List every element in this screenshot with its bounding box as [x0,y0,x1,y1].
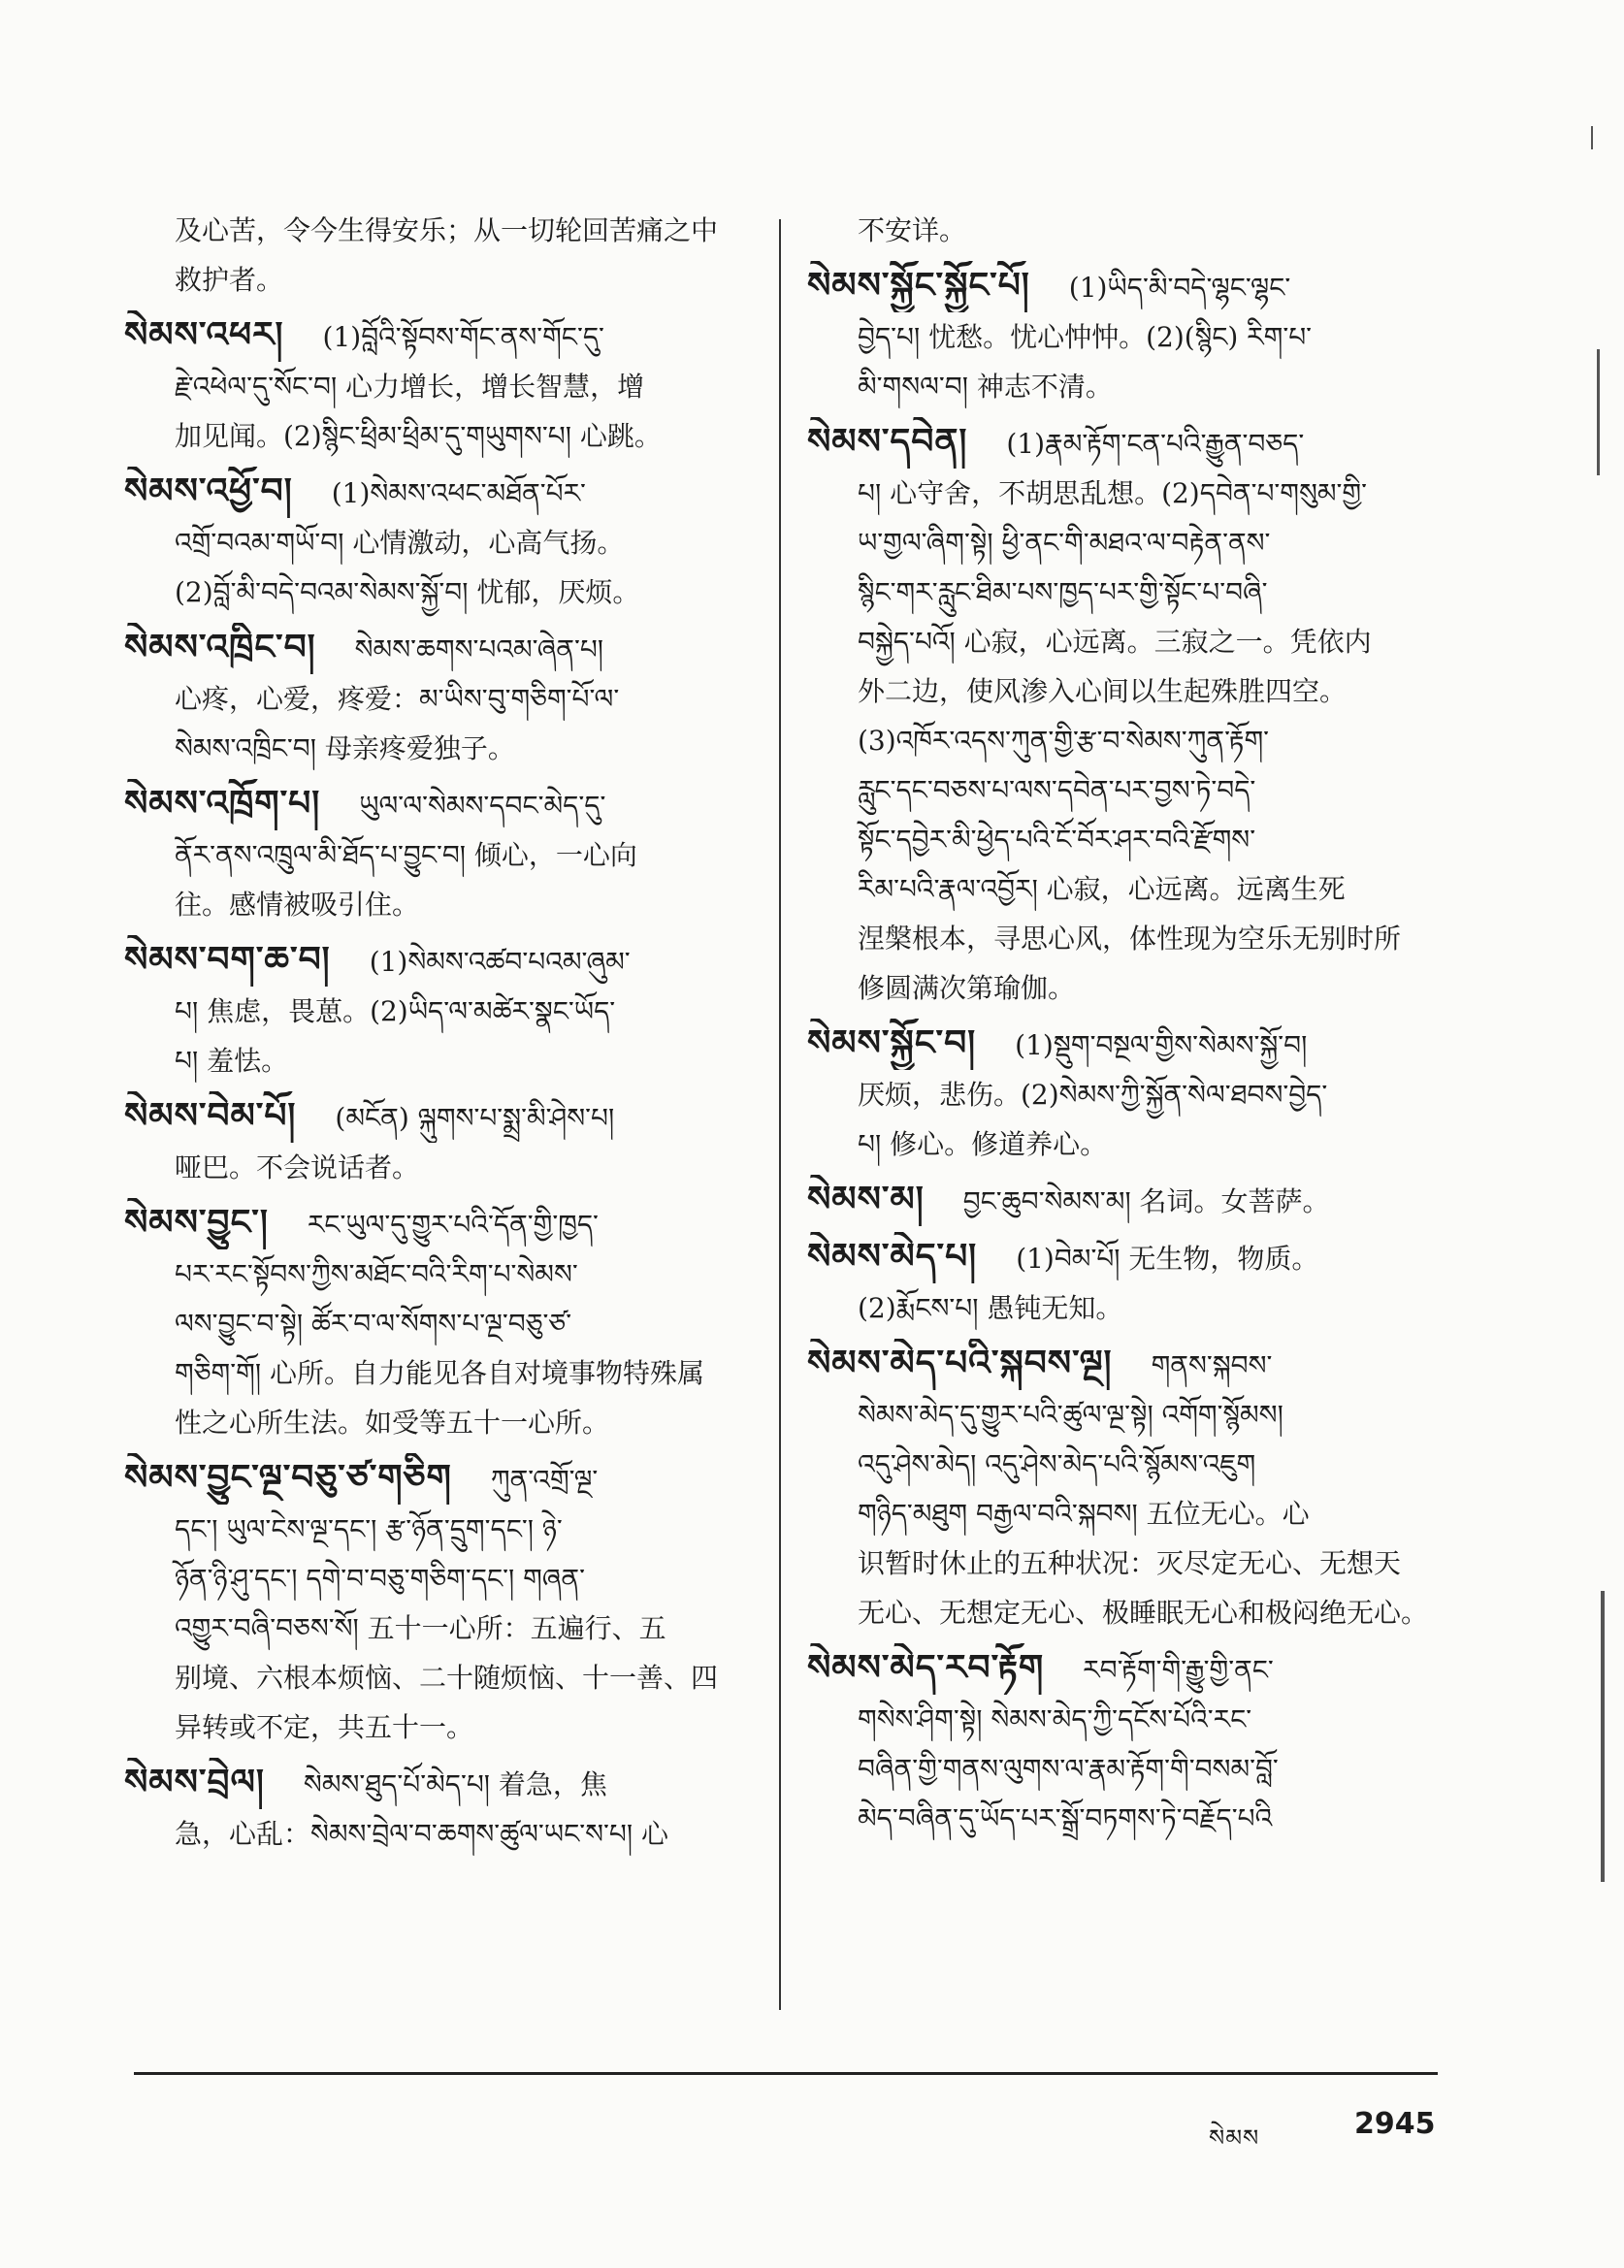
dictionary-entry [807,417,1428,1013]
entry-line [124,467,755,518]
definition-text: (1)བེམ་པོ། 无生物，物质。 [1016,1243,1319,1275]
entry-line [807,1283,1428,1333]
entry-line [124,1143,755,1192]
entry-line [807,261,1428,312]
dictionary-entry [124,1758,755,1859]
entry-line [124,1809,755,1859]
dictionary-entry [807,1339,1428,1637]
entry-line [124,310,755,362]
entry-line [124,779,755,830]
dictionary-entry [807,261,1428,411]
headword: སེམས་འཁྲོག་པ། [124,783,321,824]
definition-text: 修圆满次第瑜伽。 [858,972,1076,1004]
definition-text: འགྱུར་བཞི་བཅས་སོ། 五十一心所：五遍行、五 [175,1612,666,1644]
dictionary-entry [124,935,755,1085]
dictionary-entry [124,310,755,461]
entry-line [124,1702,755,1752]
definition-text: 不安详。 [858,214,967,246]
definition-text: (མངོན) ལྐུགས་པ་སྨྲ་མི་ཤེས་པ། [335,1102,615,1134]
definition-text: 外二边，使风渗入心间以生起殊胜四空。 [858,675,1348,707]
entry-line [807,1794,1428,1843]
definition-text: (1)ཡིད་མི་བདེ་ལྷང་ལྷང་ [1068,272,1291,304]
definition-text: 加见闻。(2)སྙིང་ཕྲིམ་ཕྲིམ་དུ་གཡུགས་པ། 心跳。 [175,420,662,452]
definition-text: རླུང་དང་བཅས་པ་ལས་དབེན་པར་བྱས་ཏེ་བདེ་ [858,774,1256,806]
entry-line [807,765,1428,815]
headword: སེམས་བག་ཆ་བ། [124,939,331,980]
definition-text: 异转或不定，共五十一。 [175,1711,474,1743]
definition-text: སེམས་ཐུད་པོ་མེད་པ། 着急，焦 [303,1768,607,1800]
definition-text: འདུ་ཤེས་མེད། འདུ་ཤེས་མེད་པའི་སྙོམས་འཇུག [858,1448,1256,1480]
entry-line [124,1604,755,1653]
entry-line [807,1643,1428,1695]
definition-text: རིམ་པའི་རྣལ་འབྱོར། 心寂，心远离。远离生死 [858,873,1346,905]
headword: སེམས་བྲེལ། [124,1762,265,1802]
entry-line [807,1119,1428,1169]
column-divider [779,219,781,2010]
definition-text: ཉོན་ཉི་ཤུ་དང་། དགེ་བ་བཅུ་གཅིག་དང་། གཞན་ [175,1563,585,1595]
dictionary-entry [124,779,755,929]
definition-text: རྗེ་འཕེལ་དུ་སོང་བ། 心力增长，增长智慧，增 [175,371,645,403]
definition-text: བཞིན་གྱི་གནས་ལུགས་ལ་རྣམ་རྟོག་གི་བསམ་བློ་ [858,1753,1279,1785]
dictionary-entry [124,1198,755,1447]
entry-line [807,1070,1428,1119]
definition-text: 哑巴。不会说话者。 [175,1151,420,1183]
entry-line [807,567,1428,617]
entry-line [124,1348,755,1398]
definition-text: སྟོང་དབྱེར་མི་ཕྱེད་པའི་ངོ་བོར་ཤར་བའི་རྫོགས་ [858,824,1256,856]
right-column [807,206,1428,1849]
entry-line [124,1198,755,1249]
entry-line [807,1339,1428,1390]
entry-line [124,1398,755,1447]
definition-text: 性之心所生法。如受等五十一心所。 [175,1407,610,1439]
headword: སེམས་སྐྱོང་བ། [807,1022,977,1063]
headword: སེམས་སྐྱོང་སྐྱོང་པོ། [807,265,1030,306]
entry-line [124,1299,755,1348]
definition-text: བྱེད་པ། 忧愁。忧心忡忡。(2)(སྙིང) རིག་པ་ [858,321,1313,353]
definition-text: 心疼，心爱，疼爱：མ་ཡིས་བུ་གཅིག་པོ་ལ་ [175,683,620,715]
entry-line [124,567,755,617]
entry-line [124,255,755,305]
definition-text: པ། 修心。修道养心。 [858,1128,1108,1160]
definition-text: རབ་རྟོག་གི་རྒྱུ་གྱི་ནང་ [1083,1654,1274,1686]
entry-line [124,623,755,674]
entry-line [807,1390,1428,1440]
definition-text: (1)རྣམ་རྟོག་ངན་པའི་རྒྱུན་བཅད་ [1006,428,1305,460]
definition-text: (1)སྡུག་བསྔལ་གྱིས་སེམས་སྐྱོ་བ། [1015,1029,1308,1061]
dictionary-entry [124,206,755,305]
entry-line [124,674,755,724]
definition-text: 别境、六根本烦恼、二十随烦恼、十一善、四 [175,1662,719,1694]
definition-text: 及心苦，令今生得安乐；从一切轮回苦痛之中 [175,214,719,246]
entry-line [807,617,1428,666]
definition-text: བྱང་ཆུབ་སེམས་མ། 名词。女菩萨。 [962,1185,1330,1217]
definition-text: ཡུལ་ལ་སེམས་དབང་མེད་དུ་ [359,790,606,822]
entry-line [124,362,755,411]
scan-edge-mark [1601,1591,1605,1882]
headword: སེམས་འཕྱོ་བ། [124,470,293,511]
entry-line [807,206,1428,255]
left-column [124,206,755,1864]
definition-text: ཀུན་འགྲོ་ལྔ་ [490,1464,599,1496]
dictionary-entry [124,1091,755,1192]
entry-line [807,914,1428,963]
page-number: 2945 [1354,2107,1436,2141]
entry-line [807,1588,1428,1637]
definition-text: (1)སེམས་འཕང་མཐོན་པོར་ [331,477,586,509]
definition-text: གཅིག་གོ། 心所。自力能见各自对境事物特殊属 [175,1357,704,1389]
definition-text: མེད་བཞིན་དུ་ཡོད་པར་སྒྲོ་བཏགས་ཏེ་བརྗོད་པའི [858,1802,1273,1834]
headword: སེམས་མ། [807,1179,925,1219]
definition-text: སེམས་འཁྲིང་བ། 母亲疼爱独子。 [175,732,515,764]
definition-text: རང་ཡུལ་དུ་གྱུར་པའི་དོན་གྱི་ཁྱད་ [307,1209,599,1241]
entry-line [807,518,1428,567]
dictionary-entry [807,1232,1428,1333]
entry-line [124,987,755,1036]
definition-text: ལས་བྱུང་བ་སྟེ། ཚོར་བ་ལ་སོགས་པ་ལྔ་བཅུ་ཙ་ [175,1308,572,1340]
entry-line [124,830,755,880]
entry-line [807,864,1428,914]
entry-line [124,1758,755,1809]
entry-line [124,1554,755,1604]
definition-text: གཉིད་མཐུག བརྒྱལ་བའི་སྐབས། 五位无心。心 [858,1498,1310,1530]
definition-text: 涅槃根本，寻思心风，体性现为空乐无别时所 [858,923,1402,955]
scan-edge-mark [1597,349,1600,475]
entry-line [124,1653,755,1702]
entry-line [124,880,755,929]
definition-text: 无心、无想定无心、极睡眠无心和极闷绝无心。 [858,1597,1428,1629]
definition-text: 厌烦，悲伤。(2)སེམས་ཀྱི་སྐྱོན་སེལ་ཐབས་བྱེད་ [858,1079,1328,1111]
entry-line [124,206,755,255]
definition-text: གནས་སྐབས་ [1151,1349,1273,1381]
definition-text: སྙིང་གར་རླུང་ཐིམ་པས་ཁྱད་པར་གྱི་སྟོང་པ་བཞི་ [858,576,1268,608]
definition-text: པ། 心守舍，不胡思乱想。(2)དབེན་པ་གསུམ་གྱི་ [858,477,1368,509]
dictionary-entry [807,1175,1428,1226]
entry-line [807,469,1428,518]
entry-line [807,815,1428,864]
definition-text: སེམས་ཆགས་པའམ་ཞེན་པ། [354,633,604,665]
entry-line [124,1505,755,1554]
definition-text: ནོར་ནས་འཁྲུལ་མི་ཐོད་པ་བྱུང་བ། 倾心，一心向 [175,839,637,871]
dictionary-entry [124,623,755,773]
headword: སེམས་འཕར། [124,314,284,355]
dictionary-entry [807,1643,1428,1843]
definition-text: དང་། ཡུལ་ངེས་ལྔ་དང་། རྩ་ཉོན་དྲུག་དང་། ཉེ་ [175,1513,563,1545]
running-head: སེམས [1209,2124,1260,2152]
entry-line [124,1091,755,1143]
entry-line [124,1249,755,1299]
entry-line [807,666,1428,716]
entry-line [807,417,1428,469]
entry-line [807,362,1428,411]
headword: སེམས་འཁྲིང་བ། [124,627,316,667]
definition-text: མི་གསལ་བ། 神志不清。 [858,371,1113,403]
dictionary-entry [807,1019,1428,1169]
definition-text: གསེས་ཤིག་སྟེ། སེམས་མེད་ཀྱི་དངོས་པོའི་རང་ [858,1703,1252,1735]
dictionary-entry [124,467,755,617]
entry-line [807,963,1428,1013]
definition-text: (3)འཁོར་འདས་ཀུན་གྱི་རྩ་བ་སེམས་ཀུན་རྟོག་ [858,725,1270,757]
entry-line [124,518,755,567]
headword: སེམས་བྱུང་། [124,1202,269,1243]
definition-text: (1)བློའི་སྟོབས་གོང་ནས་གོང་དུ་ [322,321,604,353]
entry-line [807,716,1428,765]
headword: སེམས་མེད་པའི་སྐབས་ལྔ། [807,1343,1113,1383]
footer-rule [134,2072,1438,2075]
entry-line [807,1539,1428,1588]
dictionary-entry [124,1453,755,1752]
entry-line [807,1232,1428,1283]
entry-line [124,411,755,461]
definition-text: ཡ་གྱལ་ཞིག་སྟེ། ཕྱི་ནང་གི་མཐའ་ལ་བརྟེན་ནས་ [858,527,1271,559]
definition-text: པར་རང་སྟོབས་ཀྱིས་མཐོང་བའི་རིག་པ་སེམས་ [175,1258,578,1290]
definition-text: (2)བློ་མི་བདེ་བའམ་སེམས་སྐྱོ་བ། 忧郁，厌烦。 [175,576,640,608]
entry-line [807,1744,1428,1794]
definition-text: (2)རྨོངས་པ། 愚钝无知。 [858,1292,1123,1324]
definition-text: 识暂时休止的五种状况：灭尽定无心、无想天 [858,1547,1402,1579]
definition-text: བསྐྱེད་པའོ། 心寂，心远离。三寂之一。凭依内 [858,626,1372,658]
entry-line [807,1440,1428,1489]
scan-edge-mark [1591,126,1593,149]
headword: སེམས་མེད་པ། [807,1236,978,1277]
definition-text: པ། 焦虑，畏葸。(2)ཡིད་ལ་མཚེར་སྣང་ཡོད་ [175,995,616,1027]
headword: སེམས་བྱུང་ལྔ་བཅུ་ཙ་གཅིག [124,1457,452,1498]
definition-text: སེམས་མེད་དུ་གྱུར་པའི་ཚུལ་ལྔ་སྟེ། འགོག་སྙོམས། [858,1399,1283,1431]
dictionary-entry [807,206,1428,255]
entry-line [807,1695,1428,1744]
entry-line [124,935,755,987]
definition-text: པ། 羞怯。 [175,1045,289,1077]
entry-line [807,1175,1428,1226]
entry-line [807,1489,1428,1539]
definition-text: 往。感情被吸引住。 [175,889,420,921]
entry-line [807,1019,1428,1070]
entry-line [807,312,1428,362]
entry-line [124,1453,755,1505]
headword: སེམས་དབེན། [807,421,968,462]
headword: སེམས་མེད་རབ་རྟོག [807,1647,1045,1688]
definition-text: 急，心乱：སེམས་བྲེལ་བ་ཆགས་ཚུལ་ཡང་ས་པ། 心 [175,1818,668,1850]
entry-line [124,724,755,773]
headword: སེམས་བེམ་པོ། [124,1095,297,1136]
definition-text: (1)སེམས་འཚབ་པའམ་ཞུམ་ [369,946,631,978]
entry-line [124,1036,755,1085]
definition-text: འགྲོ་བའམ་གཡོ་བ། 心情激动，心高气扬。 [175,527,625,559]
definition-text: 救护者。 [175,264,284,296]
